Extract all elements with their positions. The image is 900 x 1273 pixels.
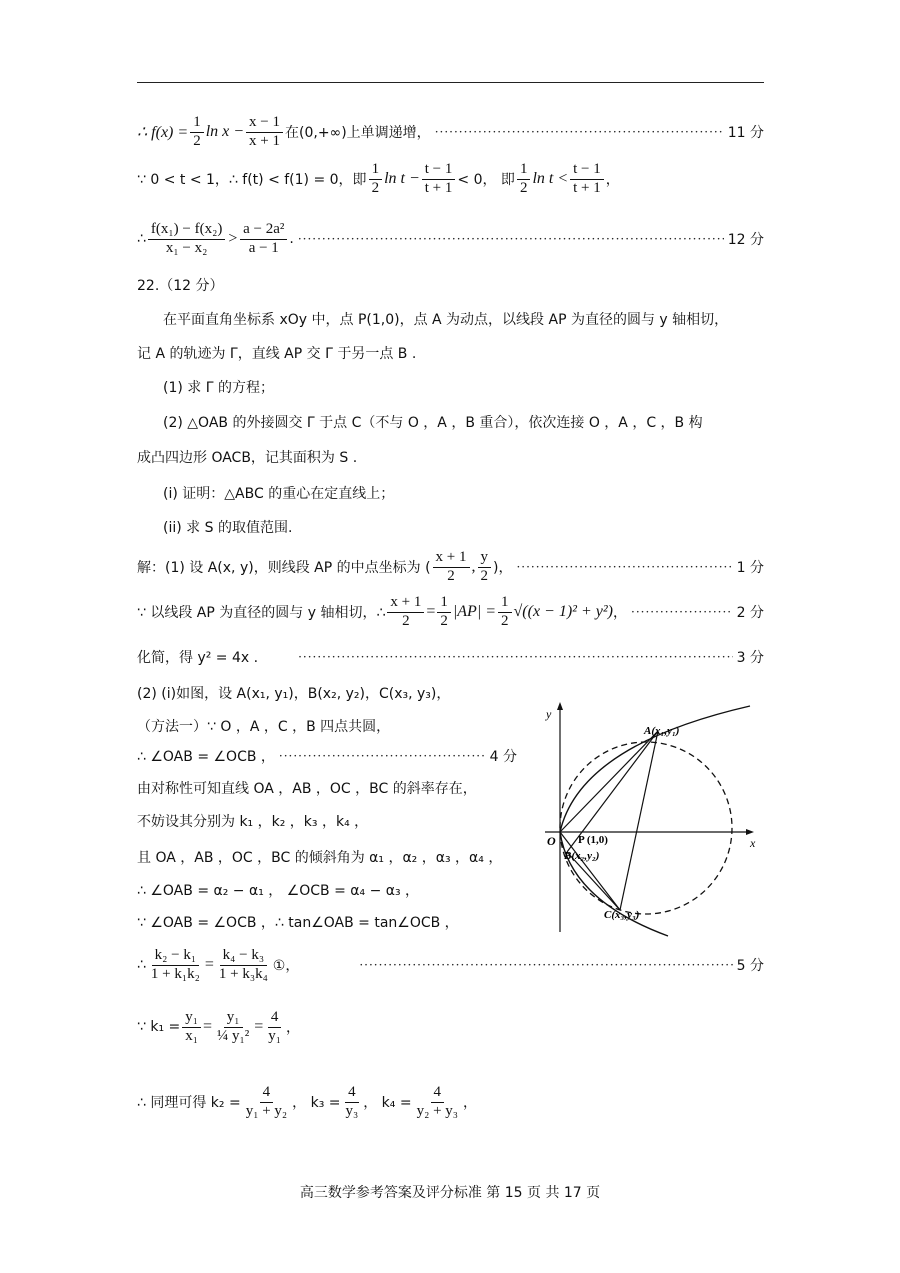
text: ， k₃ = (292, 1095, 341, 1111)
fraction: $\frac{1}{2}$ (437, 594, 451, 630)
text: ∵ 0 < t < 1，∴ f(t) < f(1) = 0，即 (137, 172, 367, 188)
score: 4 分 (489, 749, 517, 765)
solution-text: ∴ ∠OAB = α₂ − α₁ ， ∠OCB = α₄ − α₃ ， (137, 883, 420, 899)
text: = (204, 956, 214, 973)
segment-oa (560, 731, 658, 832)
solution-step-3 (137, 640, 764, 674)
problem-text: 记 A 的轨迹为 Γ，直线 AP 交 Γ 于另一点 B . (137, 346, 417, 362)
fraction: $\frac{y}{2}$ (478, 549, 492, 585)
leader-dots (631, 605, 733, 619)
problem-part-2: (2) △OAB 的外接圆交 Γ 于点 C（不与 O ，A ，B 重合），依次连接 O ，A ，C ，B 构 (163, 415, 703, 431)
line-monotonic (137, 115, 764, 149)
text: ， (605, 172, 620, 188)
score: 12 分 (727, 232, 764, 248)
question-number: 22.（12 分） (137, 278, 224, 294)
text: ∵ 以线段 AP 为直径的圆与 y 轴相切，∴ (137, 605, 386, 621)
leader-dots (516, 560, 732, 574)
text: )， (493, 560, 513, 576)
fraction: $\frac{1}{2}$ (517, 161, 531, 197)
fraction: $\frac{x - 1}{x + 1}$ (246, 114, 283, 150)
text: 化简，得 y² = 4x . (137, 650, 259, 666)
text: = (254, 1018, 264, 1035)
fraction: $\frac{x + 1}{2}$ (433, 549, 470, 585)
text: , (471, 558, 476, 575)
leader-dots (298, 650, 733, 664)
fraction: $\frac{4}{\text{y₂ + y₃}}$ (416, 1084, 459, 1119)
solution-text: （方法一）∵ O ，A ，C ，B 四点共圆， (137, 719, 391, 735)
fraction: $\frac{4}{\text{y₁ + y₂}}$ (245, 1084, 288, 1119)
text: ln t < (532, 170, 569, 187)
point-b-label: B(x₂,y₂) (564, 850, 600, 862)
line-inequality (137, 162, 764, 196)
solution-text: 且 OA ，AB ，OC ，BC 的倾斜角为 α₁ ，α₂ ，α₃ ，α₄ ， (137, 850, 503, 866)
problem-part-1: (1) 求 Γ 的方程； (163, 380, 274, 396)
leader-dots (359, 958, 732, 972)
text: > (227, 230, 239, 247)
y-axis-arrow (557, 702, 563, 710)
problem-text: 在平面直角坐标系 xOy 中，点 P(1,0)，点 A 为动点，以线段 AP 为直径的圆与 y 轴相切， (163, 312, 729, 328)
text: ， (613, 605, 627, 621)
line-conclusion (137, 222, 764, 256)
parabola (560, 706, 750, 936)
text: ∴ ∠OAB = ∠OCB ， (137, 749, 275, 765)
fraction: $\frac{\text{y₁}}{\text{¼ y₁²}}$ (217, 1009, 250, 1044)
text: ∴ (137, 957, 146, 973)
fraction: $\frac{\text{k₂ − k₁}}{\text{1 + k₁k₂}}$ (150, 947, 200, 982)
segment-ac (620, 731, 658, 910)
text: ， (286, 1020, 301, 1036)
solution-step-2 (137, 595, 764, 629)
x-axis-label: x (750, 836, 756, 850)
solution-step-4 (137, 739, 517, 773)
text: ∴ 同理可得 k₂ = (137, 1095, 241, 1111)
text: ， k₄ = (363, 1095, 412, 1111)
text: √((x − 1)² + y²) (513, 603, 613, 620)
fraction: $\frac{x + 1}{2}$ (387, 594, 424, 630)
text: 在(0,+∞)上单调递增， (285, 125, 431, 141)
score: 2 分 (736, 605, 764, 621)
x-axis-arrow (746, 829, 754, 835)
text: ∴ (137, 231, 146, 247)
problem-text: 成凸四边形 OACB，记其面积为 S . (137, 450, 358, 466)
text: . (289, 231, 294, 247)
point-p-label: P (1,0) (578, 834, 608, 846)
text: = (203, 1018, 213, 1035)
parabola-circle-figure (540, 700, 770, 940)
text: ∴ f(x) = (137, 124, 189, 141)
fraction: $\frac{t - 1}{t + 1}$ (570, 161, 604, 197)
fraction: $\frac{1}{2}$ (190, 114, 204, 150)
y-axis-label: y (546, 707, 552, 721)
text: ， (463, 1095, 478, 1111)
score: 5 分 (736, 958, 764, 974)
fraction: $\frac{4}{\text{y₁}}$ (268, 1009, 282, 1044)
solution-text: (2) (i)如图，设 A(x₁, y₁)，B(x₂, y₂)，C(x₃, y₃)， (137, 686, 451, 702)
fraction: $\frac{\text{f(x₁) − f(x₂)}}{\text{x₁ − x₂}}$ (148, 221, 225, 257)
problem-part-2ii: (ii) 求 S 的取值范围. (163, 520, 293, 536)
problem-part-2i: (i) 证明：△ABC 的重心在定直线上； (163, 486, 395, 502)
solution-step-5 (137, 948, 764, 982)
text: ①， (272, 958, 300, 974)
solution-text: ∵ ∠OAB = ∠OCB ，∴ tan∠OAB = tan∠OCB ， (137, 915, 459, 931)
text: |AP| = (452, 603, 497, 620)
fraction: $\frac{\text{k₄ − k₃}}{\text{1 + k₃k₄}}$ (218, 947, 268, 982)
point-c-label: C(x₃,y₃) (604, 909, 640, 921)
point-a-label: A(x₁,y₁) (644, 725, 680, 737)
fraction: $\frac{1}{2}$ (498, 594, 512, 630)
leader-dots (279, 749, 486, 763)
text: 解：(1) 设 A(x, y)，则线段 AP 的中点坐标为 ( (137, 560, 431, 576)
score: 1 分 (736, 560, 764, 576)
header-rule (137, 82, 764, 83)
solution-k1 (137, 1010, 764, 1044)
score: 3 分 (736, 650, 764, 666)
leader-dots (298, 232, 724, 246)
text: ∵ k₁ = (137, 1019, 181, 1035)
fraction: $\frac{\text{a − 2a²}}{a - 1}$ (240, 221, 287, 257)
text: ln x − (205, 123, 245, 140)
page-footer: 高三数学参考答案及评分标准 第 15 页 共 17 页 (299, 1185, 601, 1201)
score: 11 分 (727, 125, 764, 141)
fraction: $\frac{4}{\text{y₃}}$ (345, 1084, 359, 1119)
solution-k2-k4 (137, 1085, 764, 1119)
text: ln t − (384, 170, 420, 187)
solution-step-1 (137, 550, 764, 584)
fraction: $\frac{\text{y₁}}{\text{x₁}}$ (182, 1009, 201, 1045)
fraction: $\frac{1}{2}$ (369, 161, 383, 197)
solution-text: 不妨设其分别为 k₁ ，k₂ ，k₃ ，k₄ ， (137, 814, 369, 830)
text: = (426, 603, 436, 620)
leader-dots (435, 125, 724, 139)
origin-label: O (547, 834, 556, 848)
solution-text: 由对称性可知直线 OA ，AB ，OC ，BC 的斜率存在， (137, 781, 477, 797)
text: < 0， 即 (457, 172, 515, 188)
fraction: $\frac{t - 1}{t + 1}$ (422, 161, 456, 197)
